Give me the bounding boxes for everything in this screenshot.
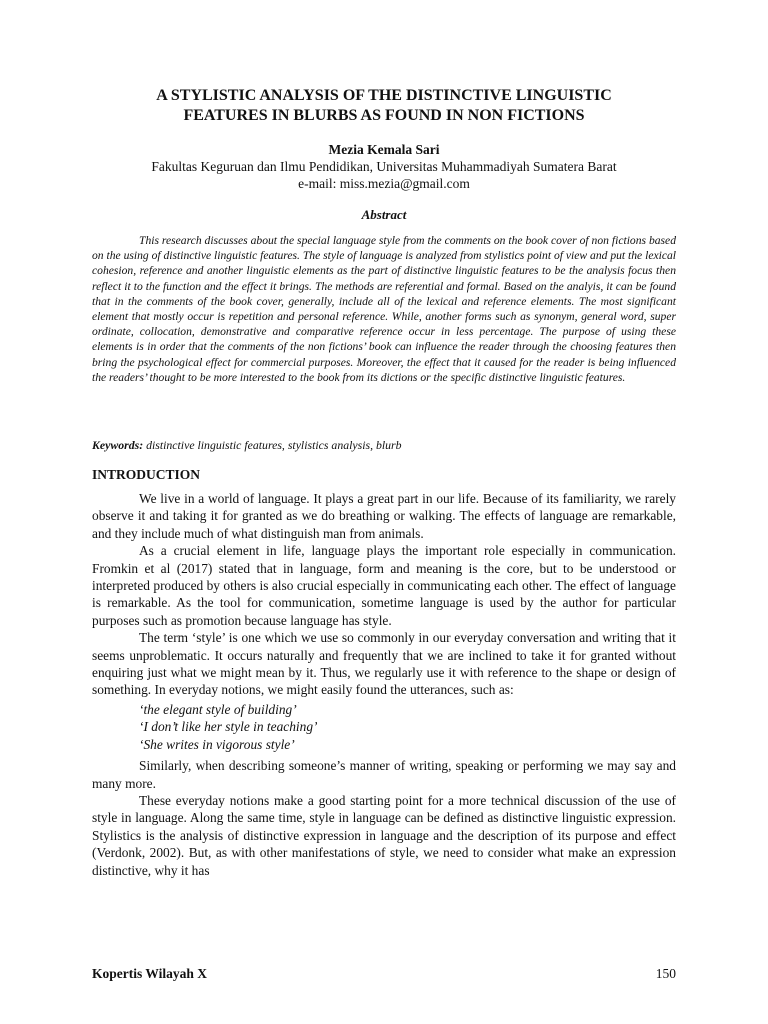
introduction-body <box>92 490 676 879</box>
paragraph: We live in a world of language. It plays a great part in our life. Because of its familiarity, we rarely observe it and taking it for granted as we do breathing or walking. The effects of language are remarkable, and they include much of what distinguish man from animals. <box>92 491 676 541</box>
example-quote: ‘She writes in vigorous style’ <box>139 736 295 752</box>
abstract-heading: Abstract <box>361 207 407 222</box>
example-quote: ‘the elegant style of building’ <box>139 701 297 717</box>
paragraph: The term ‘style’ is one which we use so commonly in our everyday conversation and writing that it seems unproblematic. It occurs naturally and frequently that we are inclined to take it for granted without enquiring just what we might mean by it. Thus, we regularly use it with reference to the shape or design of something. In everyday notions, we might easily found the utterances, such as: <box>92 630 676 698</box>
author-email: e-mail: miss.mezia@gmail.com <box>298 176 470 191</box>
keywords <box>92 437 676 453</box>
page-number: 150 <box>655 966 676 981</box>
paragraph: These everyday notions make a good starting point for a more technical discussion of the use of style in language. Along the same time, style in language can be defined as distinctive linguistic expression. Stylistics is the analysis of distinctive expression in language and the description of its purpose and effect (Verdonk, 2002). But, as with other manifestations of style, we need to consider what make an expression distinctive, why it has <box>92 792 676 878</box>
keywords-label: Keywords: <box>92 438 144 452</box>
title-line-2: FEATURES IN BLURBS AS FOUND IN NON FICTIONS <box>183 107 585 124</box>
abstract-text: This research discusses about the special language style from the comments on the book cover of non fictions based on the using of distinctive linguistic features. The style of language is analyzed from stylistics point of view and put the lexical cohesion, reference and another linguistic elements as the part of distinctive linguistic features to be the analysis focus then reflect it to the function and the effect it brings. The methods are referential and formal. Based on the analyis, it can be found that in the comments of the book cover, generally, include all of the lexical and reference elements. The most significant element that mostly occur is repetition and personal reference. While, another forms such as synonym, general word, super ordinate, collocation, demonstrative and comparative reference occur in less percentage. The purpose of using these elements is in order that the comments of the non fictions’ book can influence the reader through the choosing features then bring the psychological effect for commercial purposes. Moreover, the effect that it caused for the reader is being influenced the readers’ thought to be more interested to the book from its dictions or the specific distinctive linguistic features. <box>92 234 676 384</box>
section-heading-introduction: INTRODUCTION <box>92 467 201 482</box>
example-quote: ‘I don’t like her style in teaching’ <box>139 719 318 735</box>
author-name: Mezia Kemala Sari <box>328 142 440 157</box>
keywords-text: distinctive linguistic features, stylistics analysis, blurb <box>143 438 402 452</box>
title-line-1: A STYLISTIC ANALYSIS OF THE DISTINCTIVE LINGUISTIC <box>156 87 612 104</box>
footer-journal: Kopertis Wilayah X <box>92 966 208 981</box>
paper-title <box>92 86 676 126</box>
paragraph: As a crucial element in life, language plays the important role especially in communication. Fromkin et al (2017) stated that in language, form and meaning is the core, but to be understood or interpreted produced by others is also crucial especially in communicating each other. The effect of language is remarkable. As the tool for communication, sometime language is used by the author for particular purposes such as promotion because language has style. <box>92 543 676 628</box>
author-affiliation: Fakultas Keguruan dan Ilmu Pendidikan, Universitas Muhammadiyah Sumatera Barat <box>151 159 617 174</box>
paragraph: Similarly, when describing someone’s manner of writing, speaking or performing we may say and many more. <box>92 758 676 791</box>
